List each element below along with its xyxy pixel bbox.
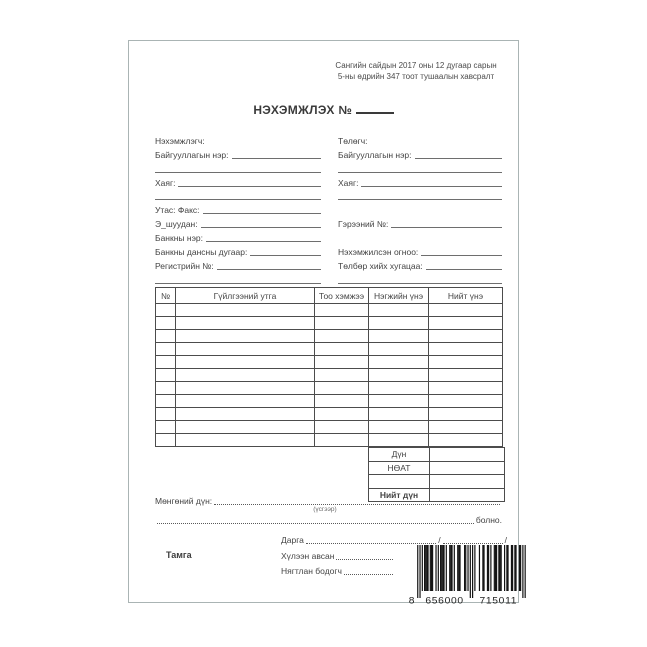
invoicer-heading: Нэхэмжлэгч: xyxy=(155,135,205,146)
item-cell xyxy=(429,395,503,408)
invoice-title-text: НЭХЭМЖЛЭХ № xyxy=(253,103,353,117)
item-cell xyxy=(176,369,315,382)
invoicer-phone-fax-row xyxy=(155,201,321,215)
item-cell xyxy=(429,421,503,434)
payer-invoiced-date-row xyxy=(338,243,502,257)
summary-label-cell: Дүн xyxy=(369,448,430,462)
field-label: Банкны дансны дугаар: xyxy=(155,247,248,258)
col-header-unit-price: Нэгжийн үнэ xyxy=(369,288,429,304)
item-cell xyxy=(176,434,315,447)
continuation-line-row xyxy=(338,188,502,202)
item-cell xyxy=(369,421,429,434)
amount-words-hint: (үсгээр) xyxy=(313,506,337,513)
item-row xyxy=(156,434,503,447)
payer-address-row xyxy=(338,174,502,188)
item-cell xyxy=(429,356,503,369)
item-cell xyxy=(315,304,369,317)
item-cell xyxy=(315,434,369,447)
item-cell xyxy=(369,356,429,369)
field-label: Хаяг: xyxy=(338,177,359,188)
item-cell xyxy=(429,304,503,317)
field-label: Банкны нэр: xyxy=(155,233,204,244)
item-row xyxy=(156,408,503,421)
field-line xyxy=(201,226,321,228)
item-cell xyxy=(156,369,176,382)
field-label: Э_шуудан: xyxy=(155,219,198,230)
item-cell xyxy=(156,408,176,421)
field-line xyxy=(155,198,321,200)
summary-value-cell xyxy=(430,448,505,462)
invoicer-bank-name-row xyxy=(155,229,321,243)
col-header-quantity: Тоо хэмжээ xyxy=(315,288,369,304)
item-row xyxy=(156,330,503,343)
invoicer-reg-no-row xyxy=(155,257,321,271)
dotted-line xyxy=(157,522,474,524)
continuation-line-row xyxy=(338,160,502,174)
field-line xyxy=(361,185,502,187)
item-cell xyxy=(369,317,429,330)
item-cell xyxy=(429,408,503,421)
item-cell xyxy=(156,421,176,434)
amount-words-suffix: болно. xyxy=(475,515,502,525)
field-line xyxy=(217,268,321,270)
item-row xyxy=(156,395,503,408)
field-label: Утас: Факс: xyxy=(155,205,200,216)
field-line xyxy=(338,282,502,284)
summary-value-cell xyxy=(430,461,505,475)
item-cell xyxy=(156,395,176,408)
field-label: Төлбөр хийх хугацаа: xyxy=(338,260,423,271)
items-area xyxy=(155,287,502,502)
field-line xyxy=(203,212,321,214)
invoicer-heading-row xyxy=(155,132,321,146)
field-line xyxy=(338,198,502,200)
field-line xyxy=(155,171,321,173)
dotted-line xyxy=(336,558,393,560)
item-cell xyxy=(369,434,429,447)
item-cell xyxy=(315,369,369,382)
invoicer-section xyxy=(155,132,321,285)
stamp-label: Тамга xyxy=(166,550,192,560)
col-header-total-price: Нийт үнэ xyxy=(429,288,503,304)
dotted-line xyxy=(214,503,500,505)
attachment-note xyxy=(316,60,516,82)
item-cell xyxy=(369,369,429,382)
invoice-title xyxy=(129,103,518,117)
invoice-number-line xyxy=(356,103,394,114)
field-line xyxy=(391,226,502,228)
barcode-right-digits: 715011 xyxy=(479,596,518,605)
received-by-label: Хүлээн авсан xyxy=(281,551,335,561)
invoicer-bank-account-row xyxy=(155,243,321,257)
spacer-row xyxy=(338,229,502,243)
item-row xyxy=(156,317,503,330)
attachment-note-line1: Сангийн сайдын 2017 оны 12 дугаар сарын xyxy=(335,61,497,70)
dotted-line xyxy=(443,542,503,544)
summary-label-cell xyxy=(369,475,430,489)
invoicer-email-row xyxy=(155,215,321,229)
item-cell xyxy=(315,330,369,343)
item-cell xyxy=(429,343,503,356)
item-cell xyxy=(429,434,503,447)
col-header-description: Гүйлгээний утга xyxy=(176,288,315,304)
item-cell xyxy=(369,395,429,408)
item-cell xyxy=(176,317,315,330)
field-line xyxy=(155,282,321,284)
director-signature-row xyxy=(281,535,507,545)
amount-words-line2 xyxy=(155,515,502,525)
field-line xyxy=(250,254,321,256)
item-cell xyxy=(176,330,315,343)
field-line xyxy=(421,254,502,256)
slash: / xyxy=(504,535,507,545)
spacer-row xyxy=(338,201,502,215)
items-header-row xyxy=(156,288,503,304)
barcode-first-digit: 8 xyxy=(408,596,416,605)
accountant-label: Нягтлан бодогч xyxy=(281,566,342,576)
attachment-note-line2: 5-ны өдрийн 347 тоот тушаалын хавсралт xyxy=(337,72,495,81)
item-cell xyxy=(369,343,429,356)
field-line xyxy=(178,185,321,187)
dotted-line xyxy=(344,573,393,575)
payer-heading: Төлөгч: xyxy=(338,135,368,146)
item-row xyxy=(156,369,503,382)
field-label: Байгууллагын нэр: xyxy=(338,149,412,160)
item-cell xyxy=(429,369,503,382)
item-cell xyxy=(315,421,369,434)
item-cell xyxy=(315,356,369,369)
item-cell xyxy=(156,434,176,447)
item-row xyxy=(156,356,503,369)
continuation-line-row xyxy=(338,271,502,285)
field-label: Байгууллагын нэр: xyxy=(155,149,229,160)
item-cell xyxy=(429,330,503,343)
barcode-left-digits: 656000 xyxy=(425,596,464,605)
item-cell xyxy=(176,395,315,408)
summary-value-cell xyxy=(430,475,505,489)
continuation-line-row xyxy=(155,188,321,202)
summary-label-cell: НӨАТ xyxy=(369,461,430,475)
col-header-no: № xyxy=(156,288,176,304)
field-label: Регистрийн №: xyxy=(155,260,214,271)
item-row xyxy=(156,343,503,356)
field-label: Гэрээний №: xyxy=(338,219,389,230)
item-cell xyxy=(429,317,503,330)
continuation-line-row xyxy=(155,271,321,285)
invoicer-org-row xyxy=(155,146,321,160)
summary-label-cell: Нийт дүн xyxy=(369,488,430,502)
item-cell xyxy=(156,356,176,369)
summary-row-amount xyxy=(369,448,505,462)
amount-words-line1 xyxy=(155,496,502,506)
field-line xyxy=(206,240,321,242)
field-label: Хаяг: xyxy=(155,177,176,188)
item-cell xyxy=(315,317,369,330)
item-cell xyxy=(156,304,176,317)
invoice-page xyxy=(128,40,519,603)
barcode xyxy=(408,545,528,605)
item-row xyxy=(156,304,503,317)
item-cell xyxy=(315,343,369,356)
item-cell xyxy=(176,343,315,356)
item-cell xyxy=(156,317,176,330)
accountant-row xyxy=(281,566,395,576)
item-cell xyxy=(369,304,429,317)
slash: / xyxy=(438,535,441,545)
item-cell xyxy=(369,382,429,395)
payer-section xyxy=(338,132,502,285)
field-line xyxy=(338,171,502,173)
item-cell xyxy=(315,382,369,395)
payer-payment-due-row xyxy=(338,257,502,271)
payer-org-row xyxy=(338,146,502,160)
items-body xyxy=(156,304,503,447)
payer-contract-row xyxy=(338,215,502,229)
item-cell xyxy=(315,395,369,408)
item-cell xyxy=(156,330,176,343)
invoicer-address-row xyxy=(155,174,321,188)
amount-words-label: Мөнгөний дүн: xyxy=(155,496,213,506)
item-cell xyxy=(176,382,315,395)
item-cell xyxy=(369,408,429,421)
field-line xyxy=(415,157,503,159)
barcode-svg xyxy=(408,545,528,605)
field-line xyxy=(426,268,502,270)
item-cell xyxy=(176,421,315,434)
item-cell xyxy=(315,408,369,421)
item-cell xyxy=(156,343,176,356)
dotted-line xyxy=(306,542,436,544)
payer-heading-row xyxy=(338,132,502,146)
summary-row-blank xyxy=(369,475,505,489)
continuation-line-row xyxy=(155,160,321,174)
item-cell xyxy=(176,408,315,421)
item-cell xyxy=(176,304,315,317)
summary-table xyxy=(368,447,505,502)
received-by-row xyxy=(281,551,395,561)
summary-row-vat xyxy=(369,461,505,475)
field-label: Нэхэмжилсэн огноо: xyxy=(338,247,419,258)
field-line xyxy=(232,157,322,159)
amount-in-words xyxy=(155,496,502,525)
party-details xyxy=(155,132,502,285)
director-label: Дарга xyxy=(281,535,304,545)
items-table xyxy=(155,287,503,447)
item-cell xyxy=(156,382,176,395)
item-cell xyxy=(429,382,503,395)
item-cell xyxy=(369,330,429,343)
item-row xyxy=(156,421,503,434)
item-cell xyxy=(176,356,315,369)
item-row xyxy=(156,382,503,395)
